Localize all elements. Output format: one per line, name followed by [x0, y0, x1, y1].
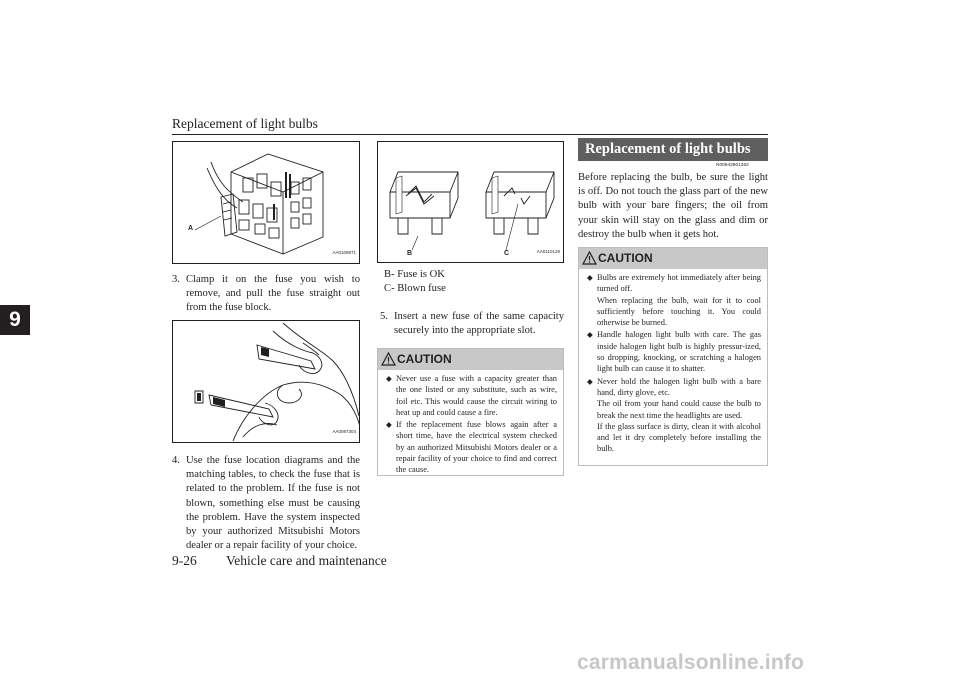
fuse-comparison-illustration — [378, 142, 564, 263]
fuse-block-illustration — [173, 142, 360, 264]
step-5 — [380, 310, 564, 338]
chapter-tab: 9 — [0, 305, 30, 335]
callout-a: A — [188, 225, 194, 232]
caution-label: CAUTION — [598, 251, 653, 265]
step-3 — [172, 273, 360, 316]
callout-c: C — [504, 250, 510, 257]
step-number: 4. — [172, 455, 180, 466]
step-number: 5. — [380, 311, 388, 322]
caution-item — [386, 419, 557, 475]
caution-label: CAUTION — [397, 352, 452, 366]
callout-b: B — [407, 250, 413, 257]
header-rule — [172, 134, 768, 135]
caution-header — [579, 248, 767, 269]
caution-body — [378, 370, 563, 483]
warning-triangle-icon — [381, 352, 396, 366]
footer-section-title: Vehicle care and maintenance — [226, 553, 387, 568]
caution-text: The oil from your hand could cause the bulb to break the next time the headlights are used. — [597, 399, 761, 420]
fuse-puller-illustration — [173, 321, 360, 443]
running-header: Replacement of light bulbs — [172, 116, 318, 131]
caution-text: When replacing the bulb, wait for it to cool sufficiently before touching it. You could otherwise be burned. — [597, 295, 761, 328]
caution-item — [386, 373, 557, 418]
caution-item — [587, 376, 761, 455]
fuse-comparison-figure — [377, 141, 564, 263]
fuse-puller-figure — [172, 320, 360, 443]
caution-box-fuse — [377, 348, 564, 476]
caution-header — [378, 349, 563, 370]
section-code: N00942901362 — [716, 163, 749, 168]
figure-code: AA0087304 — [332, 429, 356, 434]
section-paragraph: Before replacing the bulb, be sure the light is off. Do not touch the glass part of the new bulb with your bare fingers; the oil from your skin will stay on the glass and dim or destroy the bulb when it gets hot. — [578, 172, 768, 240]
caution-item — [587, 329, 761, 374]
step-text: Clamp it on the fuse you wish to remove, and pull the fuse straight out from the fuse block. — [186, 274, 360, 314]
page-number: 9-26 — [172, 553, 197, 568]
diamond-bullet-icon: ◆ — [587, 376, 593, 386]
diamond-bullet-icon: ◆ — [386, 420, 392, 430]
figure-code: AA0110129 — [536, 249, 560, 254]
caution-item — [587, 272, 761, 328]
caution-text: Handle halogen light bulb with care. The gas inside halogen light bulb is highly pressur-ized, so dropping, knocking, or scratching a halogen light bulb can cause it to shatter. — [597, 330, 761, 374]
caution-box-bulb — [578, 247, 768, 466]
watermark: carmanualsonline.info — [577, 651, 805, 674]
step-number: 3. — [172, 274, 180, 285]
step-text: Use the fuse location diagrams and the matching tables, to check the fuse that is related to the problem. If the fuse is not blown, something else must be causing the problem. Have the system inspected by your authorized Mitsubishi Motors dealer or a repair facility of your choice. — [186, 455, 360, 552]
warning-triangle-icon — [582, 251, 597, 265]
diamond-bullet-icon: ◆ — [587, 273, 593, 282]
section-title-banner: Replacement of light bulbs — [578, 138, 768, 161]
caution-text: If the replacement fuse blows again after a short time, have the electrical system checked by an authorized Mitsubishi Motors dealer or a repair facility of your choice to find and correct the cause. — [396, 420, 557, 475]
caution-text: If the glass surface is dirty, clean it with alcohol and let it dry completely before installing the bulb. — [597, 421, 761, 454]
legend-item-b: B- Fuse is OK — [384, 269, 445, 280]
caution-text: Never use a fuse with a capacity greater than the one listed or any substitute, such as wire, foil etc. This would cause the circuit wiring to heat up and could cause a fire. — [396, 374, 557, 417]
caution-text: Bulbs are extremely hot immediately after being turned off. — [597, 273, 761, 294]
caution-body — [579, 269, 767, 462]
fuse-block-figure — [172, 141, 360, 264]
diamond-bullet-icon: ◆ — [386, 374, 392, 383]
step-4 — [172, 454, 360, 553]
legend-item-c: C- Blown fuse — [384, 283, 446, 294]
figure-code: AA0109871 — [332, 250, 356, 255]
step-text: Insert a new fuse of the same capacity securely into the appropriate slot. — [394, 311, 564, 337]
diamond-bullet-icon: ◆ — [587, 330, 593, 340]
caution-text: Never hold the halogen light bulb with a bare hand, dirty glove, etc. — [597, 376, 761, 397]
